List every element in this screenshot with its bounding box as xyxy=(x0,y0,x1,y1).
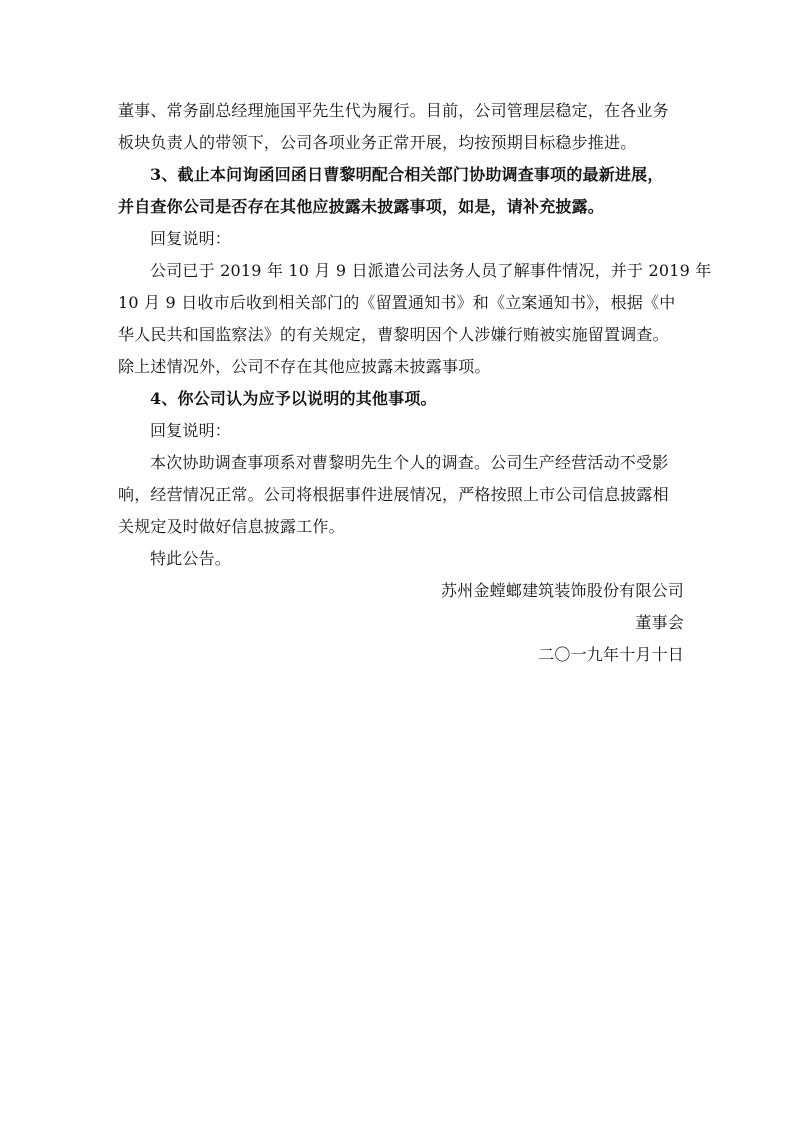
answer-line: 10 月 9 日收市后收到相关部门的《留置通知书》和《立案通知书》，根据《中 xyxy=(118,293,676,312)
reply-label: 回复说明： xyxy=(150,421,232,440)
answer-line: 响，经营情况正常。公司将根据事件进展情况，严格按照上市公司信息披露相 xyxy=(118,485,669,504)
paragraph-line: 董事、常务副总经理施国平先生代为履行。目前，公司管理层稳定，在各业务 xyxy=(118,101,669,120)
answer-line: 华人民共和国监察法》的有关规定，曹黎明因个人涉嫌行贿被实施留置调查。 xyxy=(118,325,669,344)
document-body xyxy=(118,95,712,671)
signature-company: 苏州金螳螂建筑装饰股份有限公司 xyxy=(440,581,684,600)
question-line: 并自查你公司是否存在其他应披露未披露事项，如是，请补充披露。 xyxy=(118,197,605,216)
answer-line: 除上述情况外，公司不存在其他应披露未披露事项。 xyxy=(118,357,491,376)
reply-label: 回复说明： xyxy=(150,229,232,248)
closing-statement: 特此公告。 xyxy=(150,549,232,568)
signature-block xyxy=(118,575,684,671)
paragraph-management xyxy=(118,95,684,159)
question-4: 4、你公司认为应予以说明的其他事项。 xyxy=(150,389,437,408)
answer-line: 公司已于 2019 年 10 月 9 日派遣公司法务人员了解事件情况，并于 2019 年 xyxy=(150,261,712,280)
answer-line: 本次协助调查事项系对曹黎明先生个人的调查。公司生产经营活动不受影 xyxy=(150,453,669,472)
answer-4 xyxy=(118,447,684,543)
answer-3 xyxy=(118,255,712,383)
question-line: 3、截止本问询函回函日曹黎明配合相关部门协助调查事项的最新进展， xyxy=(150,165,664,184)
answer-line: 关规定及时做好信息披露工作。 xyxy=(118,517,345,536)
paragraph-line: 板块负责人的带领下，公司各项业务正常开展，均按预期目标稳步推进。 xyxy=(118,133,637,152)
signature-date: 二〇一九年十月十日 xyxy=(538,645,684,664)
signature-board: 董事会 xyxy=(635,613,684,632)
question-3 xyxy=(118,159,684,223)
